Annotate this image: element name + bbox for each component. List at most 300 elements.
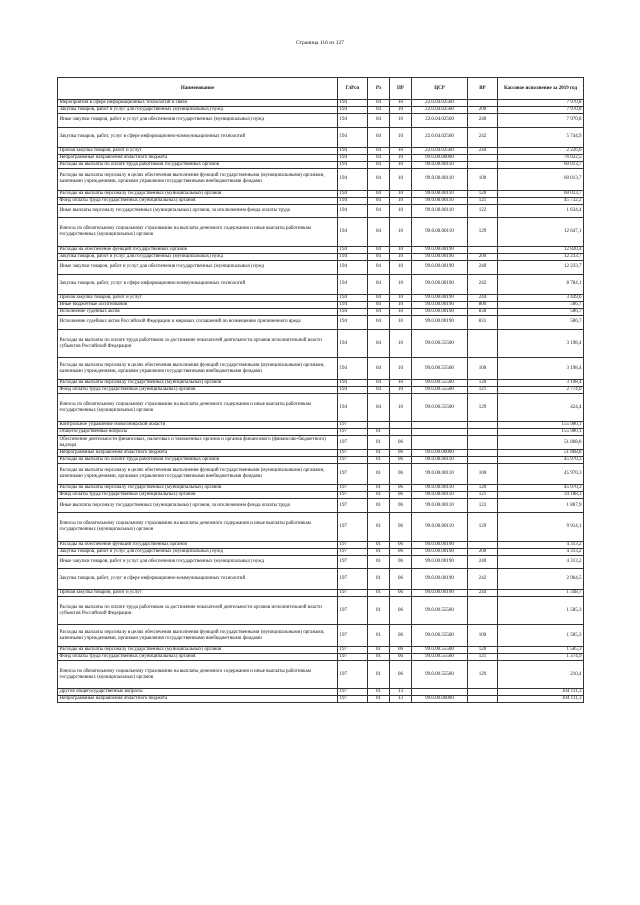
cell-amount: 210,4 [498, 660, 584, 689]
cell-vr: 831 [468, 316, 498, 330]
cell-amount: 3 198,4 [498, 358, 584, 380]
table-row [58, 309, 584, 316]
cell-pr: 13 [390, 689, 412, 696]
cell-amount: 586,7 [498, 309, 584, 316]
cell-pr: 10 [390, 155, 412, 162]
cell-grs: 194 [338, 197, 368, 204]
cell-vr [468, 329, 498, 358]
cell-amount: 7 970,8 [498, 107, 584, 114]
cell-amount: 5 744,9 [498, 127, 584, 148]
cell-name: Иные закупки товаров, работ и услуг для обеспечения государственных (муниципальных) нужд [58, 260, 338, 274]
table-row [58, 155, 584, 162]
cell-vr: 240 [468, 555, 498, 569]
cell-amount: 4 313,2 [498, 555, 584, 569]
cell-rz: 01 [368, 589, 390, 596]
cell-amount: 1 374,9 [498, 653, 584, 660]
cell-grs: 194 [338, 114, 368, 128]
table-row [58, 260, 584, 274]
cell-rz: 01 [368, 492, 390, 499]
cell-amount: 12 233,7 [498, 260, 584, 274]
cell-vr: 121 [468, 386, 498, 393]
cell-name: Расходы на выплаты персоналу государственных (муниципальных) органов [58, 646, 338, 653]
cell-csr [412, 689, 468, 696]
table-row [58, 456, 584, 463]
cell-pr: 10 [390, 190, 412, 197]
cell-csr: 99.0.00.00110 [412, 190, 468, 197]
cell-vr: 129 [468, 513, 498, 542]
cell-pr: 06 [390, 548, 412, 555]
cell-grs: 197 [338, 646, 368, 653]
cell-vr [468, 155, 498, 162]
table-row [58, 114, 584, 128]
cell-amount: 9 914,1 [498, 513, 584, 542]
cell-grs: 194 [338, 190, 368, 197]
cell-rz: 04 [368, 379, 390, 386]
cell-grs: 197 [338, 541, 368, 548]
cell-csr: 99.0.00.00190 [412, 253, 468, 260]
cell-csr: 99.0.00.00110 [412, 162, 468, 169]
cell-rz: 04 [368, 386, 390, 393]
cell-name: Расходы на выплаты персоналу в целях обеспечения выполнения функций государственными (муниципальными) органами, казенными учреждениями, органами управления государственными внебюджетными фондами [58, 625, 338, 647]
cell-grs: 197 [338, 449, 368, 456]
cell-rz: 04 [368, 329, 390, 358]
cell-amount: 424,4 [498, 393, 584, 422]
cell-vr: 100 [468, 169, 498, 191]
cell-pr: 06 [390, 555, 412, 569]
cell-rz: 04 [368, 204, 390, 218]
cell-amount: 1 585,3 [498, 596, 584, 625]
cell-rz: 04 [368, 197, 390, 204]
cell-amount: 1 585,3 [498, 625, 584, 647]
cell-amount: 1 634,4 [498, 204, 584, 218]
cell-grs: 197 [338, 625, 368, 647]
cell-name: Расходы на обеспечение функций государственных органов [58, 246, 338, 253]
cell-amount: 45 732,2 [498, 197, 584, 204]
table-row [58, 316, 584, 330]
cell-rz: 04 [368, 393, 390, 422]
cell-pr: 06 [390, 646, 412, 653]
cell-rz: 01 [368, 596, 390, 625]
cell-vr: 100 [468, 625, 498, 647]
cell-amount: 4 313,2 [498, 541, 584, 548]
cell-csr: 22.0.04.02560 [412, 107, 468, 114]
cell-grs: 194 [338, 127, 368, 148]
cell-rz: 04 [368, 127, 390, 148]
table-row [58, 274, 584, 295]
table-header-row [58, 78, 584, 100]
cell-pr: 10 [390, 316, 412, 330]
cell-vr: 122 [468, 499, 498, 513]
cell-rz: 01 [368, 555, 390, 569]
cell-vr: 242 [468, 127, 498, 148]
cell-pr: 06 [390, 660, 412, 689]
cell-rz: 01 [368, 463, 390, 485]
cell-name: Прочая закупка товаров, работ и услуг [58, 148, 338, 155]
table-row [58, 696, 584, 703]
cell-grs: 197 [338, 513, 368, 542]
cell-rz: 04 [368, 253, 390, 260]
cell-pr: 10 [390, 246, 412, 253]
cell-csr: 99.0.00.55500 [412, 358, 468, 380]
cell-csr: 99.0.00.00110 [412, 513, 468, 542]
cell-name: Непрограммные направления областного бюджета [58, 449, 338, 456]
cell-vr: 244 [468, 589, 498, 596]
cell-amount: 51 868,8 [498, 449, 584, 456]
cell-csr: 99.0.00.55500 [412, 646, 468, 653]
cell-amount: 1 585,3 [498, 646, 584, 653]
header-csr: ЦСР [412, 78, 468, 100]
cell-vr: 200 [468, 107, 498, 114]
cell-csr [412, 429, 468, 436]
cell-rz: 04 [368, 358, 390, 380]
cell-grs: 194 [338, 246, 368, 253]
cell-grs: 194 [338, 148, 368, 155]
cell-pr: 10 [390, 329, 412, 358]
cell-csr: 99.0.00.00190 [412, 246, 468, 253]
cell-name: Взносы по обязательному социальному страхованию на выплаты денежного содержания и иные выплаты работникам государственных (муниципальных) органов [58, 660, 338, 689]
cell-grs: 194 [338, 358, 368, 380]
cell-csr: 99.0.00.55500 [412, 393, 468, 422]
cell-pr: 10 [390, 204, 412, 218]
cell-amount: 2 226,0 [498, 148, 584, 155]
cell-pr: 06 [390, 513, 412, 542]
cell-vr: 200 [468, 548, 498, 555]
table-row [58, 449, 584, 456]
table-row [58, 625, 584, 647]
header-amount: Кассовое исполнение за 2019 год [498, 78, 584, 100]
cell-vr [468, 246, 498, 253]
cell-pr: 10 [390, 302, 412, 309]
cell-pr: 10 [390, 379, 412, 386]
cell-name: Иные выплаты персоналу государственных (муниципальных) органов, за исключением фонда оплаты труда [58, 499, 338, 513]
cell-rz: 01 [368, 429, 390, 436]
cell-pr: 06 [390, 485, 412, 492]
cell-vr: 240 [468, 114, 498, 128]
cell-amount: 45 970,3 [498, 485, 584, 492]
cell-csr: 99.0.00.55500 [412, 329, 468, 358]
cell-pr: 10 [390, 197, 412, 204]
cell-amount: 2 964,5 [498, 569, 584, 590]
cell-vr [468, 449, 498, 456]
cell-amount: 60 013,7 [498, 190, 584, 197]
cell-pr: 10 [390, 162, 412, 169]
cell-pr: 10 [390, 127, 412, 148]
cell-name: Расходы на выплаты по оплате труда работников за достижение показателей деятельности органов исполнительной власти субъектов Российской Федерации [58, 596, 338, 625]
table-row [58, 429, 584, 436]
cell-vr: 129 [468, 393, 498, 422]
cell-grs: 194 [338, 218, 368, 247]
cell-grs: 197 [338, 463, 368, 485]
cell-rz: 04 [368, 274, 390, 295]
cell-grs: 194 [338, 100, 368, 107]
cell-rz: 01 [368, 436, 390, 450]
cell-vr: 120 [468, 379, 498, 386]
table-row [58, 107, 584, 114]
cell-rz: 01 [368, 499, 390, 513]
cell-name: Фонд оплаты труда государственных (муниципальных) органов [58, 492, 338, 499]
cell-csr: 99.0.00.00190 [412, 569, 468, 590]
cell-vr [468, 429, 498, 436]
cell-pr: 06 [390, 463, 412, 485]
cell-pr: 10 [390, 253, 412, 260]
cell-grs: 197 [338, 569, 368, 590]
cell-name: Прочая закупка товаров, работ и услуг [58, 295, 338, 302]
cell-grs: 194 [338, 253, 368, 260]
cell-vr: 122 [468, 204, 498, 218]
cell-amount: 12 647,1 [498, 218, 584, 247]
table-body [58, 100, 584, 703]
cell-csr: 99.0.00.00190 [412, 316, 468, 330]
table-row [58, 589, 584, 596]
cell-name: Исполнение судебных актов [58, 309, 338, 316]
cell-rz: 01 [368, 456, 390, 463]
cell-pr: 13 [390, 696, 412, 703]
cell-amount: 4 313,2 [498, 548, 584, 555]
cell-vr: 240 [468, 260, 498, 274]
cell-rz: 04 [368, 100, 390, 107]
cell-csr: 99.0.00.55500 [412, 660, 468, 689]
cell-pr: 06 [390, 596, 412, 625]
table-row [58, 127, 584, 148]
cell-grs: 194 [338, 169, 368, 191]
cell-rz: 04 [368, 309, 390, 316]
cell-name: Контрольное управление Новосибирской области [58, 422, 338, 429]
table-row [58, 162, 584, 169]
cell-csr: 99.0.00.55500 [412, 625, 468, 647]
cell-pr: 06 [390, 569, 412, 590]
cell-pr: 10 [390, 107, 412, 114]
cell-grs: 194 [338, 386, 368, 393]
cell-rz: 01 [368, 513, 390, 542]
table-row [58, 329, 584, 358]
cell-vr: 129 [468, 218, 498, 247]
cell-pr: 06 [390, 589, 412, 596]
table-row [58, 653, 584, 660]
cell-name: Исполнение судебных актов Российской Федерации и мировых соглашений по возмещению причиненного вреда [58, 316, 338, 330]
cell-name: Иные закупки товаров, работ и услуг для обеспечения государственных (муниципальных) нужд [58, 114, 338, 128]
cell-rz: 01 [368, 689, 390, 696]
cell-vr: 121 [468, 653, 498, 660]
cell-csr: 99.0.00.00190 [412, 274, 468, 295]
cell-grs: 197 [338, 422, 368, 429]
cell-amount: 586,7 [498, 316, 584, 330]
cell-grs: 194 [338, 379, 368, 386]
cell-amount: 34 188,3 [498, 492, 584, 499]
cell-grs: 197 [338, 436, 368, 450]
cell-name: Иные закупки товаров, работ и услуг для обеспечения государственных (муниципальных) нужд [58, 555, 338, 569]
cell-rz: 01 [368, 548, 390, 555]
table-row [58, 386, 584, 393]
cell-vr [468, 436, 498, 450]
cell-amount: 1 348,7 [498, 589, 584, 596]
cell-vr: 120 [468, 646, 498, 653]
cell-grs: 194 [338, 107, 368, 114]
cell-rz: 01 [368, 541, 390, 548]
table-row [58, 204, 584, 218]
cell-name: Обеспечение деятельности финансовых, налоговых и таможенных органов и органов финансового (финансово-бюджетного) надзора [58, 436, 338, 450]
table-row [58, 100, 584, 107]
cell-vr: 121 [468, 492, 498, 499]
cell-name: Закупка товаров, работ, услуг в сфере информационно-коммуникационных технологий [58, 569, 338, 590]
table-row [58, 422, 584, 429]
cell-amount: 3 198,4 [498, 379, 584, 386]
cell-rz: 01 [368, 485, 390, 492]
cell-pr: 10 [390, 260, 412, 274]
cell-name: Расходы на выплаты персоналу в целях обеспечения выполнения функций государственными (муниципальными) органами, казенными учреждениями, органами управления государственными внебюджетными фондами [58, 463, 338, 485]
cell-pr: 10 [390, 218, 412, 247]
cell-vr: 100 [468, 463, 498, 485]
cell-rz: 01 [368, 625, 390, 647]
cell-rz: 04 [368, 162, 390, 169]
cell-csr: 22.0.04.02560 [412, 148, 468, 155]
cell-pr: 06 [390, 492, 412, 499]
cell-name: Расходы на выплаты по оплате труда работников государственных органов [58, 456, 338, 463]
cell-csr: 99.0.00.00190 [412, 260, 468, 274]
cell-vr: 200 [468, 253, 498, 260]
cell-rz: 01 [368, 449, 390, 456]
cell-csr: 99.0.00.55500 [412, 386, 468, 393]
cell-vr [468, 100, 498, 107]
cell-vr [468, 596, 498, 625]
cell-csr: 99.0.00.00110 [412, 204, 468, 218]
cell-rz: 04 [368, 190, 390, 197]
cell-rz: 04 [368, 107, 390, 114]
cell-name: Непрограммные направления областного бюджета [58, 696, 338, 703]
cell-csr: 99.0.00.55500 [412, 596, 468, 625]
cell-name: Прочая закупка товаров, работ и услуг [58, 589, 338, 596]
cell-csr [412, 436, 468, 450]
cell-name: Расходы на выплаты по оплате труда работников за достижение показателей деятельности органов исполнительной власти субъектов Российской Федерации [58, 329, 338, 358]
cell-csr: 99.0.00.55500 [412, 379, 468, 386]
cell-vr: 120 [468, 485, 498, 492]
cell-pr: 06 [390, 625, 412, 647]
cell-vr [468, 456, 498, 463]
cell-vr [468, 689, 498, 696]
cell-pr [390, 429, 412, 436]
cell-amount: 586,7 [498, 302, 584, 309]
cell-name: Непрограммные направления областного бюджета [58, 155, 338, 162]
cell-csr: 99.0.00.00110 [412, 492, 468, 499]
cell-grs: 197 [338, 485, 368, 492]
cell-name: Иные бюджетные ассигнования [58, 302, 338, 309]
cell-grs: 197 [338, 555, 368, 569]
cell-vr: 244 [468, 295, 498, 302]
table-row [58, 499, 584, 513]
cell-csr: 99.0.00.00110 [412, 456, 468, 463]
cell-csr: 99.0.00.00110 [412, 463, 468, 485]
cell-pr: 10 [390, 386, 412, 393]
table-row [58, 555, 584, 569]
cell-name: Расходы на выплаты персоналу в целях обеспечения выполнения функций государственными (муниципальными) органами, казенными учреждениями, органами управления государственными внебюджетными фондами [58, 169, 338, 191]
header-name: Наименование [58, 78, 338, 100]
cell-rz: 04 [368, 260, 390, 274]
cell-name: Взносы по обязательному социальному страхованию на выплаты денежного содержания и иные выплаты работникам государственных (муниципальных) органов [58, 218, 338, 247]
cell-amount: 60 013,7 [498, 162, 584, 169]
cell-vr: 121 [468, 197, 498, 204]
cell-amount: 45 970,3 [498, 463, 584, 485]
cell-pr: 10 [390, 274, 412, 295]
cell-rz: 01 [368, 696, 390, 703]
table-row [58, 246, 584, 253]
cell-name: Взносы по обязательному социальному страхованию на выплаты денежного содержания и иные выплаты работникам государственных (муниципальных) органов [58, 393, 338, 422]
table-row [58, 485, 584, 492]
cell-pr: 10 [390, 393, 412, 422]
cell-rz: 04 [368, 169, 390, 191]
cell-vr: 100 [468, 358, 498, 380]
cell-rz: 04 [368, 148, 390, 155]
table-row [58, 358, 584, 380]
cell-pr: 10 [390, 358, 412, 380]
cell-csr: 99.0.00.00190 [412, 295, 468, 302]
cell-pr: 06 [390, 449, 412, 456]
cell-amount: 104 111,3 [498, 696, 584, 703]
cell-vr [468, 696, 498, 703]
cell-grs: 197 [338, 689, 368, 696]
header-pr: ПР [390, 78, 412, 100]
cell-name: Фонд оплаты труда государственных (муниципальных) органов [58, 386, 338, 393]
cell-name: Расходы на выплаты персоналу в целях обеспечения выполнения функций государственными (муниципальными) органами, казенными учреждениями, органами управления государственными внебюджетными фондами [58, 358, 338, 380]
cell-grs: 197 [338, 499, 368, 513]
cell-name: Иные выплаты персоналу государственных (муниципальных) органов, за исключением фонда оплаты труда [58, 204, 338, 218]
cell-pr: 10 [390, 148, 412, 155]
cell-grs: 194 [338, 155, 368, 162]
table-row [58, 689, 584, 696]
table-row [58, 253, 584, 260]
cell-pr: 06 [390, 456, 412, 463]
cell-vr: 830 [468, 309, 498, 316]
cell-csr: 99.0.00.00190 [412, 548, 468, 555]
cell-name: Фонд оплаты труда государственных (муниципальных) органов [58, 197, 338, 204]
cell-grs: 194 [338, 260, 368, 274]
table-row [58, 218, 584, 247]
cell-rz: 01 [368, 569, 390, 590]
cell-amount: 1 867,9 [498, 499, 584, 513]
cell-name: Расходы на выплаты персоналу государственных (муниципальных) органов [58, 485, 338, 492]
cell-grs: 197 [338, 596, 368, 625]
table-row [58, 393, 584, 422]
cell-csr: 99.0.00.00190 [412, 309, 468, 316]
cell-pr: 06 [390, 541, 412, 548]
cell-name: Закупка товаров, работ, услуг в сфере информационно-коммуникационных технологий [58, 127, 338, 148]
cell-csr: 99.0.00.00110 [412, 499, 468, 513]
cell-csr: 22.0.04.02560 [412, 114, 468, 128]
cell-csr: 99.0.00.00110 [412, 485, 468, 492]
cell-vr: 242 [468, 274, 498, 295]
table-row [58, 463, 584, 485]
cell-amount: 3 449,6 [498, 295, 584, 302]
cell-csr: 22.0.04.02560 [412, 127, 468, 148]
cell-csr: 99.0.00.00000 [412, 696, 468, 703]
table-row [58, 148, 584, 155]
cell-name: Мероприятия в сфере информационных технологий и связи [58, 100, 338, 107]
cell-pr: 06 [390, 653, 412, 660]
cell-grs: 197 [338, 653, 368, 660]
cell-rz: 01 [368, 646, 390, 653]
cell-vr: 800 [468, 302, 498, 309]
cell-grs: 194 [338, 329, 368, 358]
cell-pr: 10 [390, 309, 412, 316]
cell-vr: 242 [468, 569, 498, 590]
header-rz: Рз [368, 78, 390, 100]
cell-rz: 04 [368, 246, 390, 253]
cell-amount: 155 980,1 [498, 429, 584, 436]
cell-grs: 197 [338, 660, 368, 689]
table-row [58, 492, 584, 499]
table-row [58, 548, 584, 555]
cell-csr: 99.0.00.55500 [412, 653, 468, 660]
cell-rz: 04 [368, 114, 390, 128]
cell-amount: 7 970,8 [498, 114, 584, 128]
